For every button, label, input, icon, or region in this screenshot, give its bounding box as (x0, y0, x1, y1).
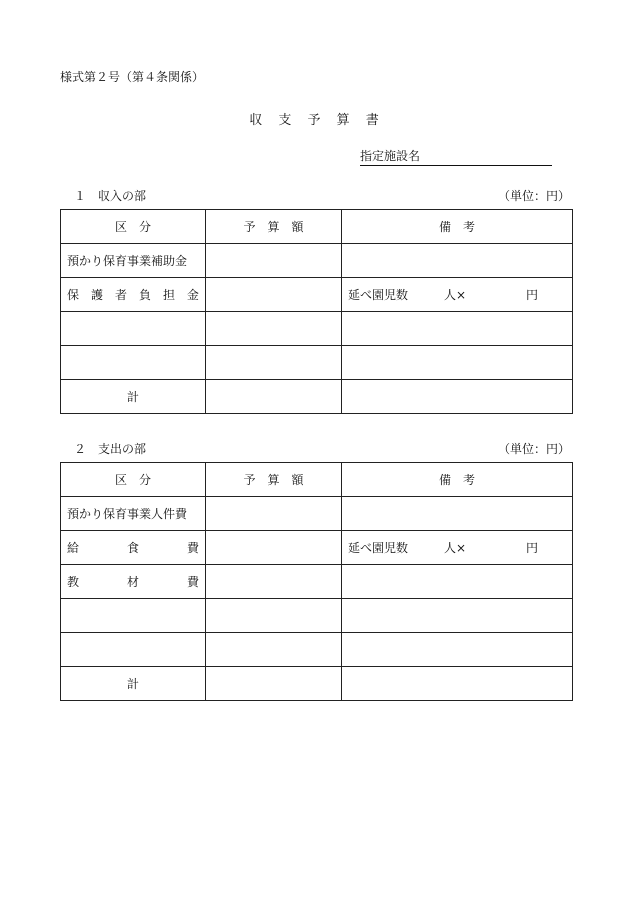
table-row (61, 565, 573, 599)
category-cell[interactable] (61, 599, 206, 633)
remarks-cell[interactable] (342, 633, 573, 667)
table-row (61, 278, 573, 312)
table-row (61, 312, 573, 346)
form-number: 様式第２号（第４条関係） (60, 70, 205, 84)
document-title: 収 支 予 算 書 (249, 113, 381, 128)
table-row (61, 633, 573, 667)
table-row (61, 531, 573, 565)
budget-amount-cell[interactable] (206, 278, 342, 312)
remarks-cell[interactable] (342, 380, 573, 414)
total-label: 計 (61, 667, 206, 701)
expense-unit-label: （単位：円） (497, 442, 570, 456)
category-cell: 保 護 者 負 担 金 (61, 278, 206, 312)
facility-name-field[interactable]: 指定施設名 (360, 147, 552, 166)
category-cell[interactable] (61, 633, 206, 667)
column-header-category: 区 分 (61, 463, 206, 497)
table-row (61, 346, 573, 380)
expense-table (60, 462, 573, 701)
expense-section-heading: ２ 支出の部 (74, 442, 147, 456)
total-row (61, 380, 573, 414)
category-cell: 教 材 費 (61, 565, 206, 599)
category-cell: 預かり保育事業補助金 (61, 244, 206, 278)
column-header-remarks: 備 考 (342, 210, 573, 244)
budget-amount-cell[interactable] (206, 633, 342, 667)
column-header-budget: 予 算 額 (206, 463, 342, 497)
budget-amount-cell[interactable] (206, 497, 342, 531)
remarks-cell[interactable] (342, 599, 573, 633)
budget-amount-cell[interactable] (206, 312, 342, 346)
total-row (61, 667, 573, 701)
category-cell[interactable] (61, 346, 206, 380)
income-table (60, 209, 573, 414)
table-row (61, 497, 573, 531)
category-cell: 預かり保育事業人件費 (61, 497, 206, 531)
column-header-budget: 予 算 額 (206, 210, 342, 244)
remarks-cell[interactable] (342, 497, 573, 531)
income-unit-label: （単位：円） (497, 189, 570, 203)
total-label: 計 (61, 380, 206, 414)
remarks-cell[interactable] (342, 565, 573, 599)
table-header-row (61, 210, 573, 244)
remarks-cell[interactable] (342, 244, 573, 278)
remarks-cell[interactable] (342, 346, 573, 380)
column-header-remarks: 備 考 (342, 463, 573, 497)
budget-amount-cell[interactable] (206, 531, 342, 565)
total-amount-cell[interactable] (206, 380, 342, 414)
table-row (61, 599, 573, 633)
budget-amount-cell[interactable] (206, 244, 342, 278)
budget-amount-cell[interactable] (206, 346, 342, 380)
total-amount-cell[interactable] (206, 667, 342, 701)
remarks-cell[interactable]: 延べ園児数 人× 円 (342, 278, 573, 312)
table-header-row (61, 463, 573, 497)
category-cell[interactable] (61, 312, 206, 346)
income-section-heading: １ 収入の部 (74, 189, 147, 203)
remarks-cell[interactable] (342, 667, 573, 701)
budget-amount-cell[interactable] (206, 565, 342, 599)
table-row (61, 244, 573, 278)
remarks-cell[interactable] (342, 312, 573, 346)
column-header-category: 区 分 (61, 210, 206, 244)
budget-amount-cell[interactable] (206, 599, 342, 633)
category-cell: 給 食 費 (61, 531, 206, 565)
remarks-cell[interactable]: 延べ園児数 人× 円 (342, 531, 573, 565)
